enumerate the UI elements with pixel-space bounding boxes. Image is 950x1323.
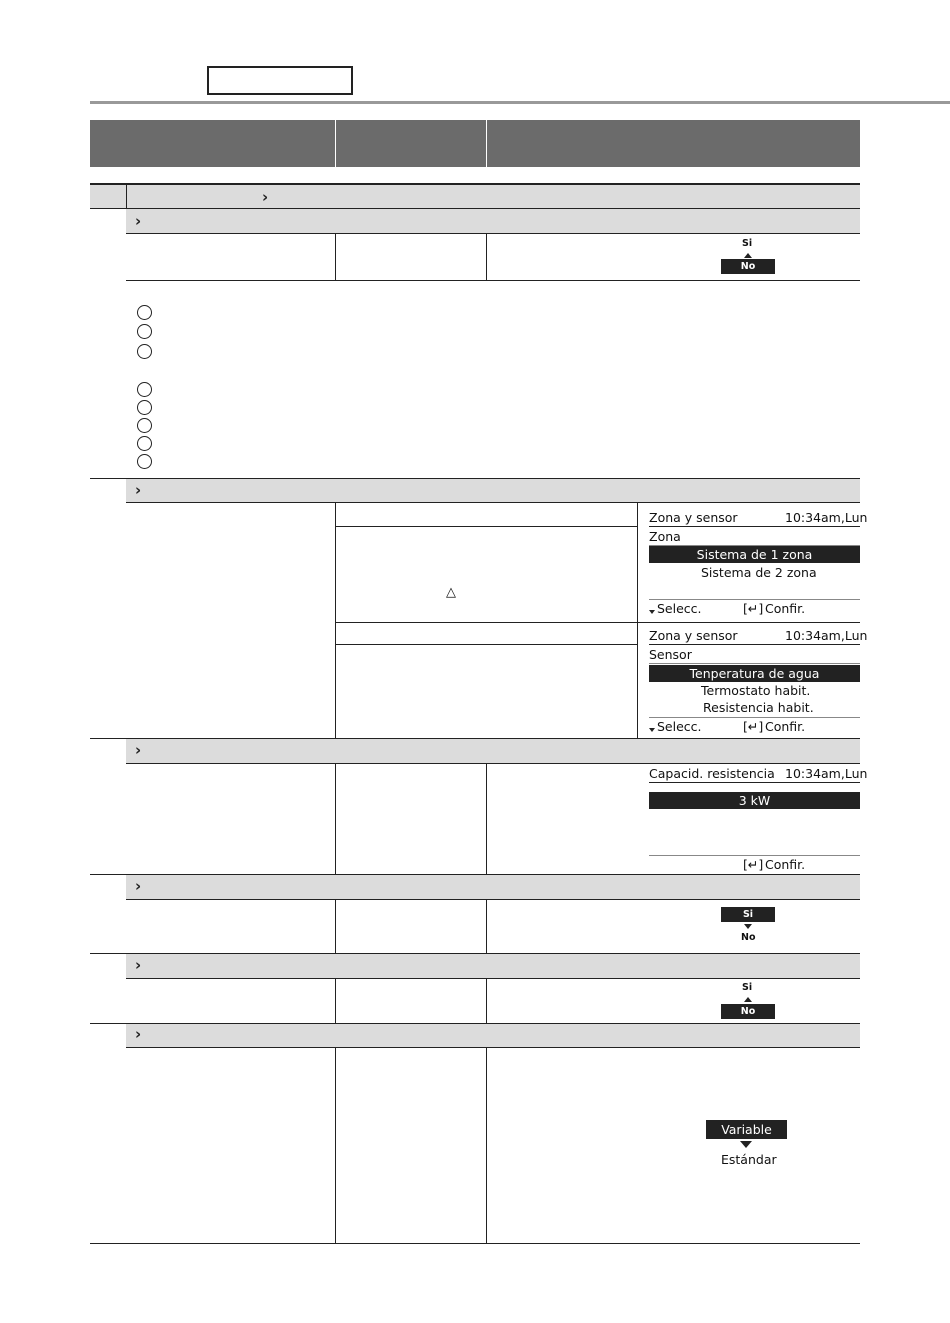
rule [126,502,860,503]
sensor-footer-enter-icon: [↵] [743,719,764,734]
heater-value-selected[interactable]: 3 kW [649,792,860,809]
heater-footer-confirm: Confir. [765,857,806,872]
step-circle-icon [137,418,152,433]
rule [126,1047,860,1048]
col-divider [335,978,336,1023]
toggle-option-si: Si [742,238,753,249]
col-divider [637,502,638,738]
section-band [126,739,860,763]
sensor-screen-subtitle: Sensor [649,647,692,662]
sensor-option-selected[interactable]: Tenperatura de agua [649,665,860,682]
screen-rule [649,782,860,783]
section-band [126,479,860,502]
step-circle-icon [137,436,152,451]
zone-footer-confirm: Confir. [765,601,806,616]
step-circle-icon [137,400,152,415]
rule [126,978,860,979]
section-band [126,954,860,978]
section-band [126,875,860,899]
down-arrow-icon [740,1141,752,1148]
screen-rule [649,644,860,645]
table-header [90,120,860,167]
col-divider [335,899,336,953]
zone-option[interactable]: Sistema de 2 zona [701,565,817,580]
rule [126,233,860,234]
screen-rule [649,599,860,600]
step-circle-icon [137,305,152,320]
toggle-option-no-selected: No [721,259,775,274]
table-header-divider [335,120,336,167]
sensor-footer-confirm: Confir. [765,719,806,734]
col-divider [486,233,487,280]
col-divider [335,1047,336,1243]
submenu-arrow-icon: › [135,481,142,499]
top-rule [90,101,950,104]
col-divider [486,763,487,874]
rule [336,644,637,645]
rule [126,280,860,281]
section-band [126,1024,860,1047]
sensor-option[interactable]: Termostato habit. [701,683,811,698]
rule [336,526,637,527]
col-divider [486,1047,487,1243]
mode-option-variable-selected: Variable [706,1120,787,1139]
step-circle-icon [137,324,152,339]
rule [336,622,860,623]
submenu-arrow-icon: › [135,212,142,230]
screen-rule [649,717,860,718]
zone-footer-select: Selecc. [657,601,702,616]
screen-rule [649,855,860,856]
bottom-rule [90,1243,860,1244]
toggle-option-no-selected: No [721,1004,775,1019]
submenu-arrow-icon: › [135,956,142,974]
toggle-option-no: No [741,932,756,943]
step-circle-icon [137,344,152,359]
sensor-footer-select: Selecc. [657,719,702,734]
down-arrow-icon [649,728,655,732]
down-arrow-icon [649,610,655,614]
up-arrow-icon [744,997,752,1002]
zone-footer-enter-icon: [↵] [743,601,764,616]
submenu-arrow-icon: › [135,877,142,895]
note-triangle-icon: △ [446,585,456,600]
step-circle-icon [137,382,152,397]
rule [126,899,860,900]
rule [90,183,860,185]
zone-option-selected[interactable]: Sistema de 1 zona [649,546,860,563]
section-band [126,209,860,233]
zone-screen-subtitle: Zona [649,529,681,544]
col-divider [335,233,336,280]
col-divider [486,978,487,1023]
zone-screen-title: Zona y sensor [649,510,738,525]
header-label-box [207,66,353,95]
submenu-arrow-icon: › [135,1025,142,1043]
up-arrow-icon [744,253,752,258]
heater-screen-title: Capacid. resistencia [649,766,775,781]
step-circle-icon [137,454,152,469]
table-header-divider [486,120,487,167]
mode-option-standard: Estándar [721,1152,777,1167]
zone-screen-time: 10:34am,Lun [785,510,868,525]
submenu-arrow-icon: › [135,741,142,759]
down-arrow-icon [744,924,752,929]
col-divider [486,899,487,953]
heater-screen-time: 10:34am,Lun [785,766,868,781]
toggle-option-si-selected: Si [721,907,775,922]
menu-arrow-icon: › [262,188,269,206]
toggle-option-si: Si [742,982,753,993]
sensor-screen-title: Zona y sensor [649,628,738,643]
heater-footer-enter-icon: [↵] [743,857,764,872]
screen-rule [649,663,860,664]
rule [126,763,860,764]
sensor-option[interactable]: Resistencia habit. [703,700,814,715]
col-divider [335,502,336,738]
menu-band [90,183,860,208]
col-divider [335,763,336,874]
sensor-screen-time: 10:34am,Lun [785,628,868,643]
band-divider [126,183,127,208]
screen-rule [649,526,860,527]
